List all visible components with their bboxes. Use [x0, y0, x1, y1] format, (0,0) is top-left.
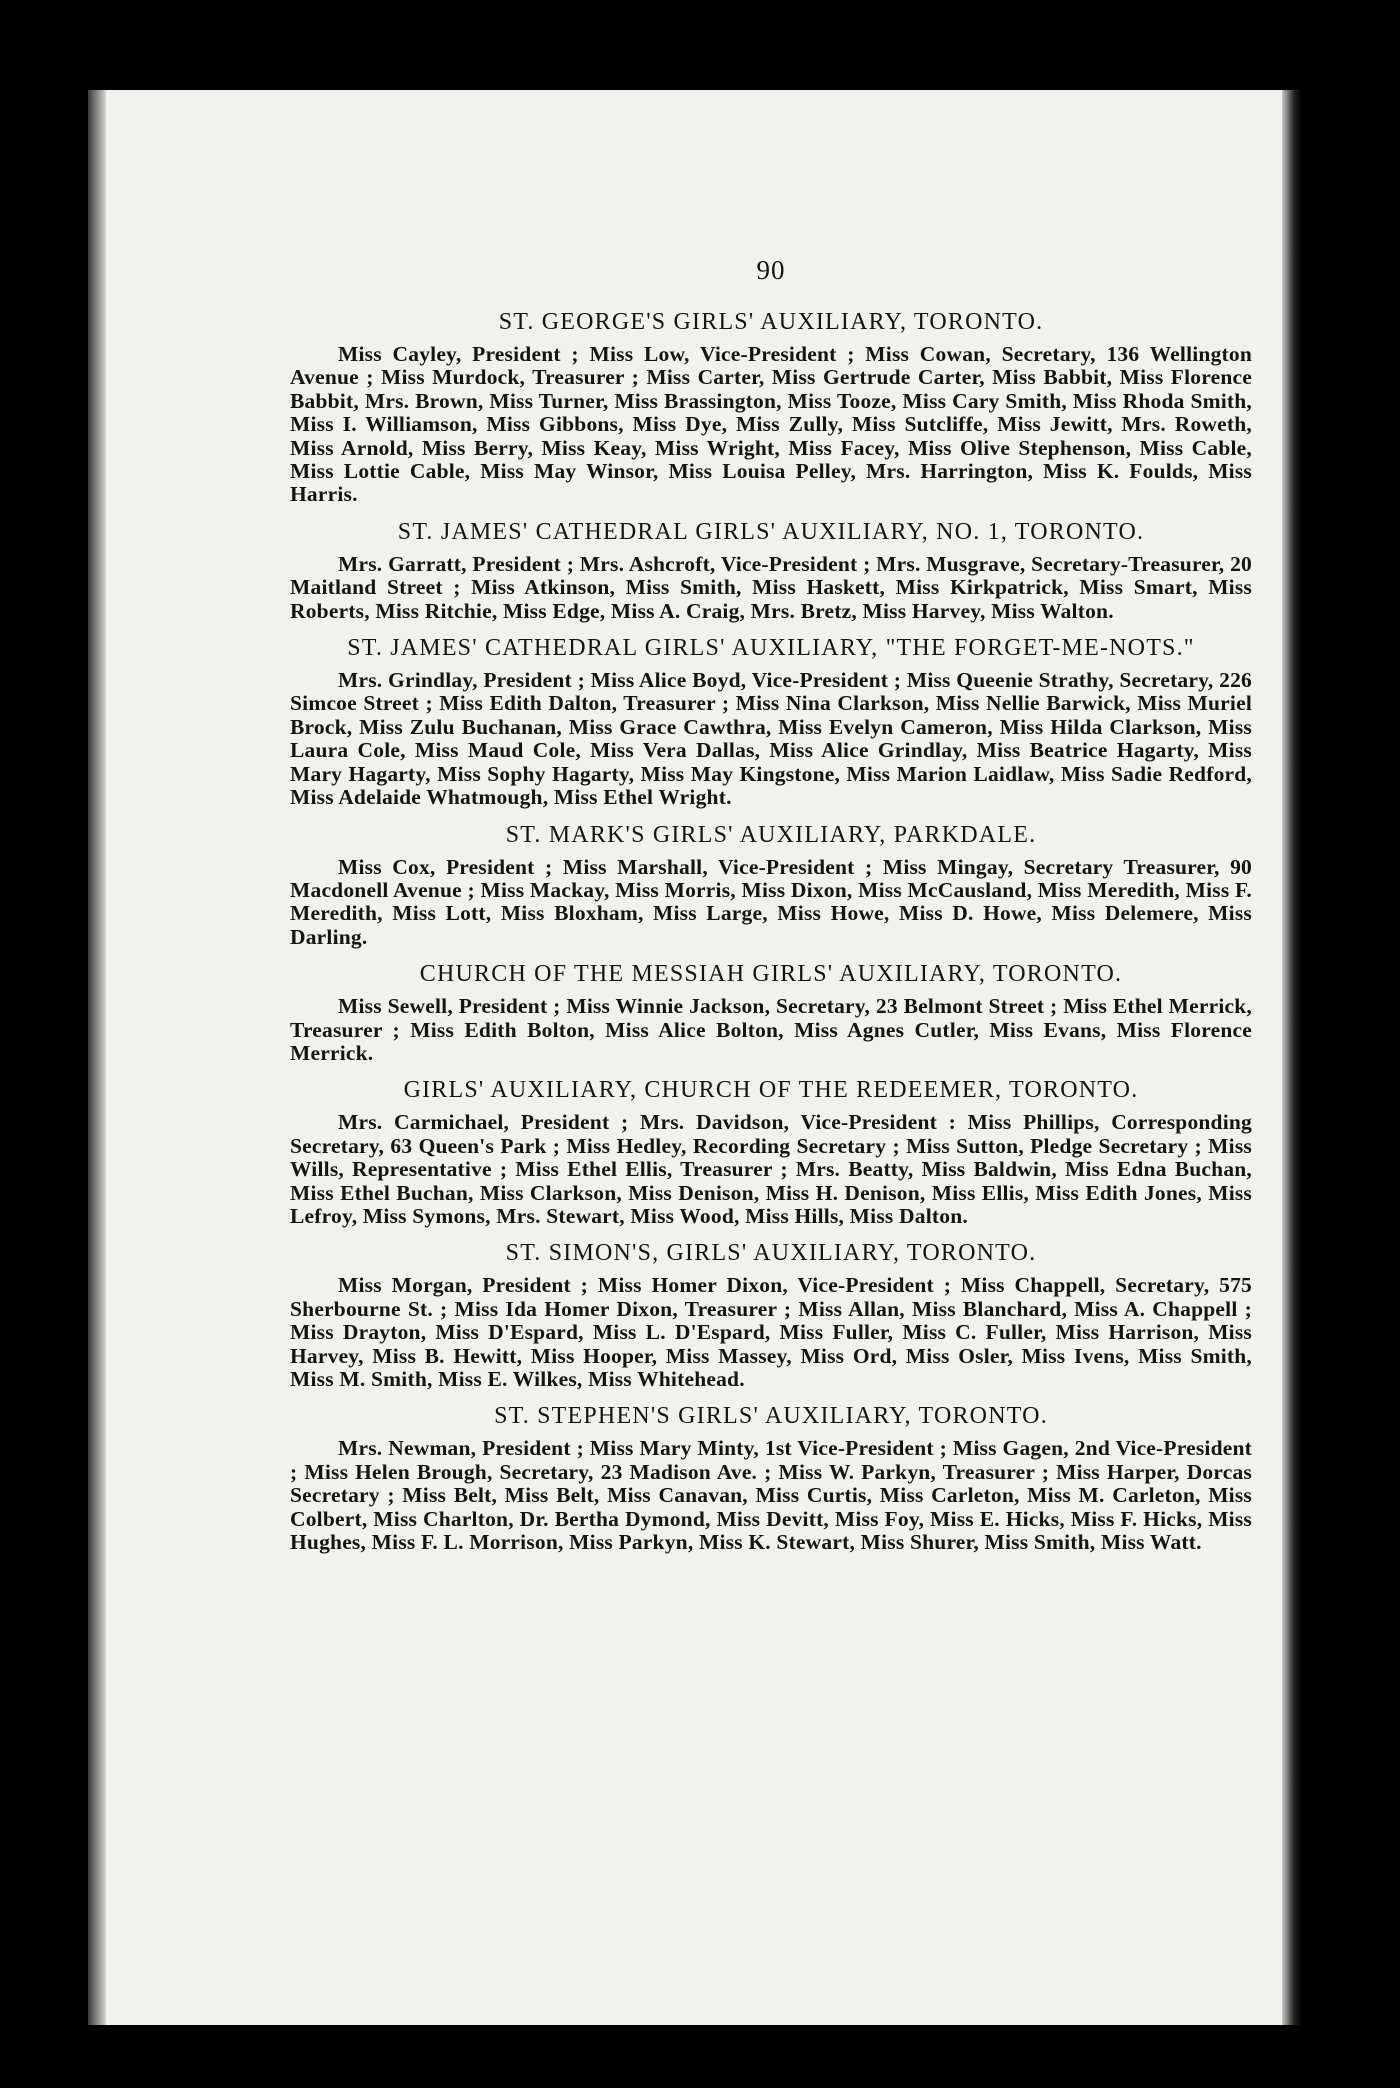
section-body: Mrs. Grindlay, President ; Miss Alice Boyd, Vice-President ; Miss Queenie Strathy, Secretary, 226 Simcoe Street ; Miss Edith Dalton, Treasurer ; Miss Nina Clarkson, Miss Nellie Barwick, Miss Muriel Brock, Miss Zulu Buchanan, Miss Grace Cawthra, Miss Evelyn Cameron, Miss Hilda Clarkson, Miss Laura Cole, Miss Maud Cole, Miss Vera Dallas, Miss Alice Grindlay, Miss Beatrice Hagarty, Miss Mary Hagarty, Miss Sophy Hagarty, Miss May Kingstone, Miss Marion Laidlaw, Miss Sadie Redford, Miss Adelaide Whatmough, Miss Ethel Wright. [290, 668, 1252, 810]
section-body: Miss Cox, President ; Miss Marshall, Vice-President ; Miss Mingay, Secretary Treasurer, 90 Macdonell Avenue ; Miss Mackay, Miss Morris, Miss Dixon, Miss McCausland, Miss Meredith, Miss F. Meredith, Miss Lott, Miss Bloxham, Miss Large, Miss Howe, Miss D. Howe, Miss Delemere, Miss Darling. [290, 854, 1252, 949]
section-body: Mrs. Newman, President ; Miss Mary Minty, 1st Vice-President ; Miss Gagen, 2nd Vice-President ; Miss Helen Brough, Secretary, 23 Madison Ave. ; Miss W. Parkyn, Treasurer ; Miss Harper, Dorcas Secretary ; Miss Belt, Miss Belt, Miss Canavan, Miss Curtis, Miss Carleton, Miss M. Carleton, Miss Colbert, Miss Charlton, Dr. Bertha Dymond, Miss Devitt, Miss Foy, Miss E. Hicks, Miss F. Hicks, Miss Hughes, Miss F. L. Morrison, Miss Parkyn, Miss K. Stewart, Miss Shurer, Miss Smith, Miss Watt. [290, 1436, 1252, 1555]
section-heading: CHURCH OF THE MESSIAH GIRLS' AUXILIARY, TORONTO. [419, 961, 1123, 988]
section-heading: ST. MARK'S GIRLS' AUXILIARY, PARKDALE. [505, 821, 1037, 848]
section-st-stephens [290, 1402, 1252, 1554]
section-body: Miss Sewell, President ; Miss Winnie Jackson, Secretary, 23 Belmont Street ; Miss Ethel Merrick, Treasurer ; Miss Edith Bolton, Miss Alice Bolton, Miss Agnes Cutler, Miss Evans, Miss Florence Merrick. [290, 994, 1252, 1065]
section-body: Miss Morgan, President ; Miss Homer Dixon, Vice-President ; Miss Chappell, Secretary, 575 Sherbourne St. ; Miss Ida Homer Dixon, Treasurer ; Miss Allan, Miss Blanchard, Miss A. Chappell ; Miss Drayton, Miss D'Espard, Miss L. D'Espard, Miss Fuller, Miss C. Fuller, Miss Harrison, Miss Harvey, Miss B. Hewitt, Miss Hooper, Miss Massey, Miss Ord, Miss Osler, Miss Ivens, Miss Smith, Miss M. Smith, Miss E. Wilkes, Miss Whitehead. [290, 1273, 1252, 1391]
section-heading: ST. SIMON'S, GIRLS' AUXILIARY, TORONTO. [505, 1240, 1037, 1267]
section-heading: GIRLS' AUXILIARY, CHURCH OF THE REDEEMER, TORONTO. [403, 1077, 1139, 1104]
section-heading: ST. JAMES' CATHEDRAL GIRLS' AUXILIARY, "THE FORGET-ME-NOTS." [347, 635, 1195, 662]
section-st-marks [290, 821, 1252, 950]
scanned-page [88, 90, 1300, 2025]
section-heading: ST. STEPHEN'S GIRLS' AUXILIARY, TORONTO. [494, 1403, 1048, 1430]
section-church-of-redeemer [290, 1076, 1252, 1228]
page-fold-shadow-left [88, 90, 106, 2025]
section-body: Miss Cayley, President ; Miss Low, Vice-President ; Miss Cowan, Secretary, 136 Wellington Avenue ; Miss Murdock, Treasurer ; Miss Carter, Miss Gertrude Carter, Miss Babbit, Miss Florence Babbit, Mrs. Brown, Miss Turner, Miss Brassington, Miss Tooze, Miss Cary Smith, Miss Rhoda Smith, Miss I. Williamson, Miss Gibbons, Miss Dye, Miss Zully, Miss Sutcliffe, Miss Jewitt, Mrs. Roweth, Miss Arnold, Miss Berry, Miss Keay, Miss Wright, Miss Facey, Miss Olive Stephenson, Miss Cable, Miss Lottie Cable, Miss May Winsor, Miss Louisa Pelley, Mrs. Harrington, Miss K. Foulds, Miss Harris. [290, 342, 1252, 507]
page-number: 90 [756, 255, 786, 285]
page-fold-shadow-right [1282, 90, 1302, 2025]
section-heading: ST. GEORGE'S GIRLS' AUXILIARY, TORONTO. [498, 309, 1044, 335]
section-heading: ST. JAMES' CATHEDRAL GIRLS' AUXILIARY, NO. 1, TORONTO. [397, 518, 1145, 545]
sections-list [290, 308, 1252, 1565]
section-body: Mrs. Carmichael, President ; Mrs. Davidson, Vice-President : Miss Phillips, Corresponding Secretary, 63 Queen's Park ; Miss Hedley, Recording Secretary ; Miss Sutton, Pledge Secretary ; Miss Wills, Representative ; Miss Ethel Ellis, Treasurer ; Mrs. Beatty, Miss Baldwin, Miss Edna Buchan, Miss Ethel Buchan, Miss Clarkson, Miss Denison, Miss H. Denison, Miss Ellis, Miss Edith Jones, Miss Lefroy, Miss Symons, Mrs. Stewart, Miss Wood, Miss Hills, Miss Dalton. [290, 1110, 1252, 1228]
section-st-james-no1 [290, 518, 1252, 623]
section-st-simons [290, 1239, 1252, 1391]
section-body: Mrs. Garratt, President ; Mrs. Ashcroft, Vice-President ; Mrs. Musgrave, Secretary-Treasurer, 20 Maitland Street ; Miss Atkinson, Miss Smith, Miss Haskett, Miss Kirkpatrick, Miss Smart, Miss Roberts, Miss Ritchie, Miss Edge, Miss A. Craig, Mrs. Bretz, Miss Harvey, Miss Walton. [290, 551, 1252, 623]
section-st-georges [290, 308, 1252, 507]
section-church-of-messiah [290, 960, 1252, 1065]
section-st-james-forget-me-nots [290, 634, 1252, 809]
